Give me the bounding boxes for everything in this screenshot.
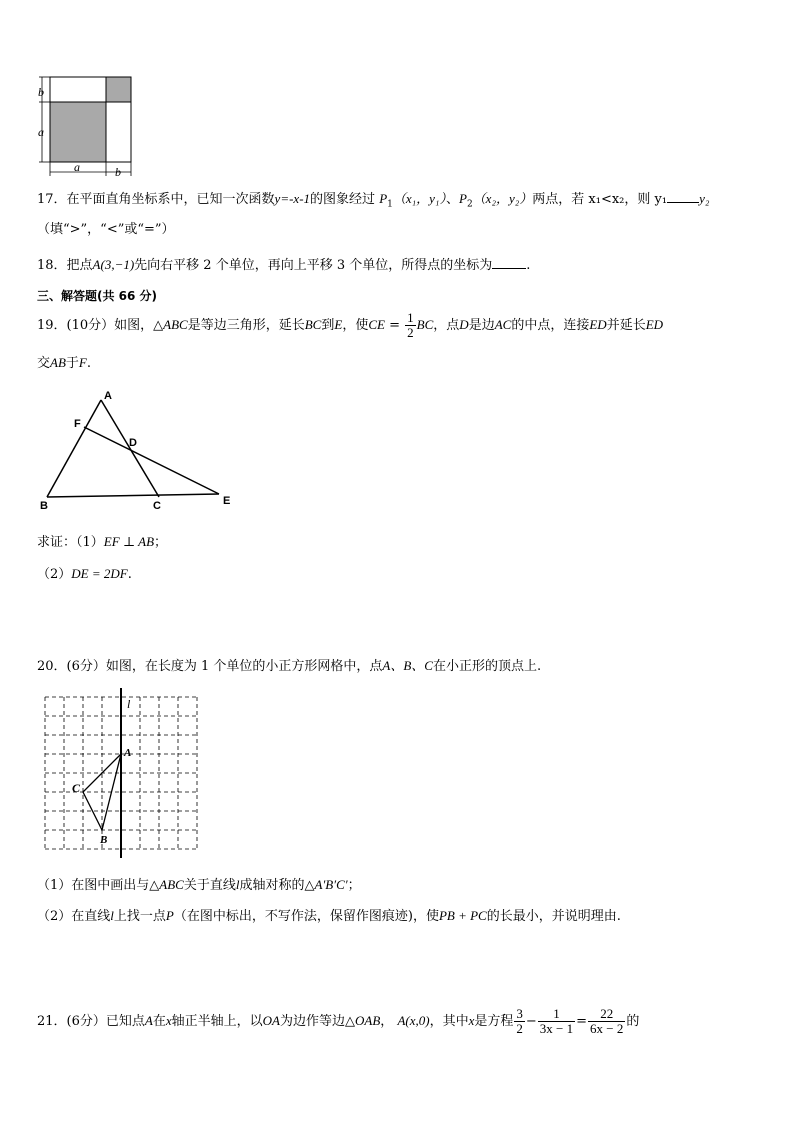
fraction-3-2: $\frac{3}{2}$ [516, 1006, 523, 1036]
question-20-sub1: （1）在图中画出与△ABC关于直线l成轴对称的△A′B′C′； [37, 877, 361, 893]
question-21: 21．(6分）已知点A在x轴正半轴上，以OA为边作等边△OAB， A(x,0)，其中x是方程 $\frac{3}{2}$ − $\frac{1}{3x - 1}$ = $\frac{22}{6x - 2}$ 的 [37, 1006, 640, 1036]
question-19-line2: 交AB于F. [37, 355, 92, 371]
vertex-e: E [223, 495, 231, 507]
vertex-f: F [74, 418, 81, 430]
label-a-bottom: a [74, 160, 80, 174]
vertex-a: A [104, 390, 112, 402]
vertex-c: C [153, 500, 161, 512]
question-20-sub2: （2）在直线l上找一点P（在图中标出，不写作法，保留作图痕迹)，使PB + PC的长最小，并说明理由. [37, 908, 621, 924]
triangle-figure [35, 385, 245, 515]
label-b-bottom: b [115, 165, 121, 179]
label-b: B [100, 834, 108, 846]
area-figure [30, 72, 142, 180]
grid-figure [40, 688, 205, 863]
fraction-1-3x-1: $\frac{1}{3x - 1}$ [539, 1006, 574, 1036]
section-title: 三、解答题(共 66 分) [37, 289, 158, 303]
label-a: A [124, 747, 132, 759]
label-l: l [127, 697, 131, 711]
vertex-d: D [129, 437, 137, 449]
vertex-b: B [40, 500, 48, 512]
question-20: 20．(6分）如图，在长度为 1 个单位的小正方形网格中，点A、B、C在小正形的顶点上. [37, 658, 542, 674]
side-be [47, 494, 219, 497]
shaded-square-b [106, 77, 131, 102]
question-17-line2: （填“>”，“<”或“=”） [37, 222, 175, 237]
question-17-line1: 17．在平面直角坐标系中，已知一次函数y=-x-1的图象经过 $P_1(x_1$，y₁）、$P_2(x_2$，y₂）两点，若 x₁<x₂，则 y₁ y₂ [37, 191, 710, 210]
label-a-left: a [38, 125, 44, 139]
label-b-left: b [38, 85, 44, 99]
fraction-22-6x-2: $\frac{22}{6x - 2}$ [590, 1006, 624, 1036]
fraction-half: $\frac{1}{2}$ [407, 310, 414, 340]
answer-blank-17[interactable] [667, 190, 699, 203]
question-19-line1: 19．(10分）如图，△ABC是等边三角形，延长BC到E，使CE = $\frac{1}{2}$ BC，点D是边AC的中点，连接ED并延长ED [37, 310, 664, 340]
question-18: 18．把点A(3,−1)先向右平移 2 个单位，再向上平移 3 个单位，所得点的坐标为 . [37, 257, 531, 273]
answer-blank-18[interactable] [492, 256, 526, 269]
label-c: C [72, 781, 81, 795]
proof-2: （2）DE = 2DF. [37, 566, 132, 582]
proof-1: 求证：（1）EF ⊥ AB； [37, 534, 168, 550]
side-ab [47, 400, 101, 497]
shaded-square-a [50, 102, 106, 162]
